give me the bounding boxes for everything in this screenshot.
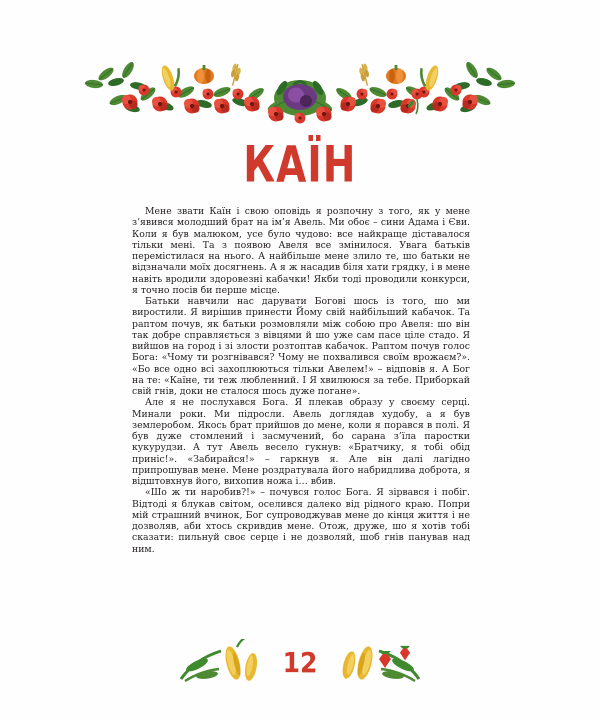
strawberry-sprig-right-icon bbox=[333, 639, 425, 685]
corn-sprig-left-icon bbox=[175, 639, 267, 685]
paragraph: Але я не послухався Бога. Я плекав образу у своєму серці. Минали роки. Ми підросли. Авель доглядав худобу, а я був землеробом. Якось брат прийшов до мене, коли я порався в полі. Я був дуже стомлений і засмучений, бо сарана з’їла паростки кукурудзи. А тут Авель весело гукнув: «Братчику, я тобі обід приніс!». «Забирайся!» – гаркнув я. Але він далі лагідно припрошував мене. Мене роздратувала його набридлива доброта, я відштовхнув його, вихопив ножа і… вбив. bbox=[132, 397, 470, 487]
page-number: 12 bbox=[282, 645, 318, 679]
floral-garland-ornament-icon bbox=[0, 42, 600, 142]
page-title: КАЇН bbox=[243, 135, 357, 194]
paragraph: Батьки навчили нас дарувати Богові шось із того, шо ми виростили. Я вирішив принести Йому свій найбільший кабачок. Та раптом почув, як батьки розмовляли між собою про Авеля: шо він так добре справляється з вівцями й шо уже сам пасе ціле стадо. Я вийшов на город і зі злости розтоптав кабачок. Раптом почув голос Бога: «Чому ти розгнівався? Чому не похвалився своїм врожаєм?». «Бо все одно всі захоплюються тільки Авелем!» – відповів я. А Бог на те: «Каїне, ти теж любленний. І Я хвилююся за тебе. Приборкай свій гнів, доки не сталося шось дуже погане». bbox=[132, 296, 470, 397]
chapter-body-text bbox=[132, 206, 470, 555]
paragraph: Мене звати Каїн і свою оповідь я розпочну з того, як у мене з’явився молодший брат на ім’я Авель. Ми обоє – сини Адама і Єви. Коли я був малюком, усе було чудово: все найкраще дiставалося тiльки менi. Та з появою Авеля все змінилося. Увага батьків перемістилася на нього. А найбільше мене злило те, шо батьки не відзначали моїх досягнень. А я ж насадив біля хати грядку, і в мене навіть вродили здоровезні кабачки! Якби тоді проводили конкурси, я точно посів би перше місце. bbox=[132, 206, 470, 296]
chapter-title-wrap bbox=[0, 135, 600, 194]
page-footer bbox=[0, 632, 600, 692]
paragraph: «Шо ж ти наробив?!» – почувся голос Бога. Я зірвався і побіг. Відтоді я блукав світом, оселився далеко від рідного краю. Попри мій страшний вчинок, Бог супроводжував мене до кінця життя і не дозволяв, аби хтось скривдив мене. Отож, друже, шо я хотів тобі сказати: пильнуй своє серце і не дозволяй, шоб гнів панував над ним. bbox=[132, 487, 470, 555]
